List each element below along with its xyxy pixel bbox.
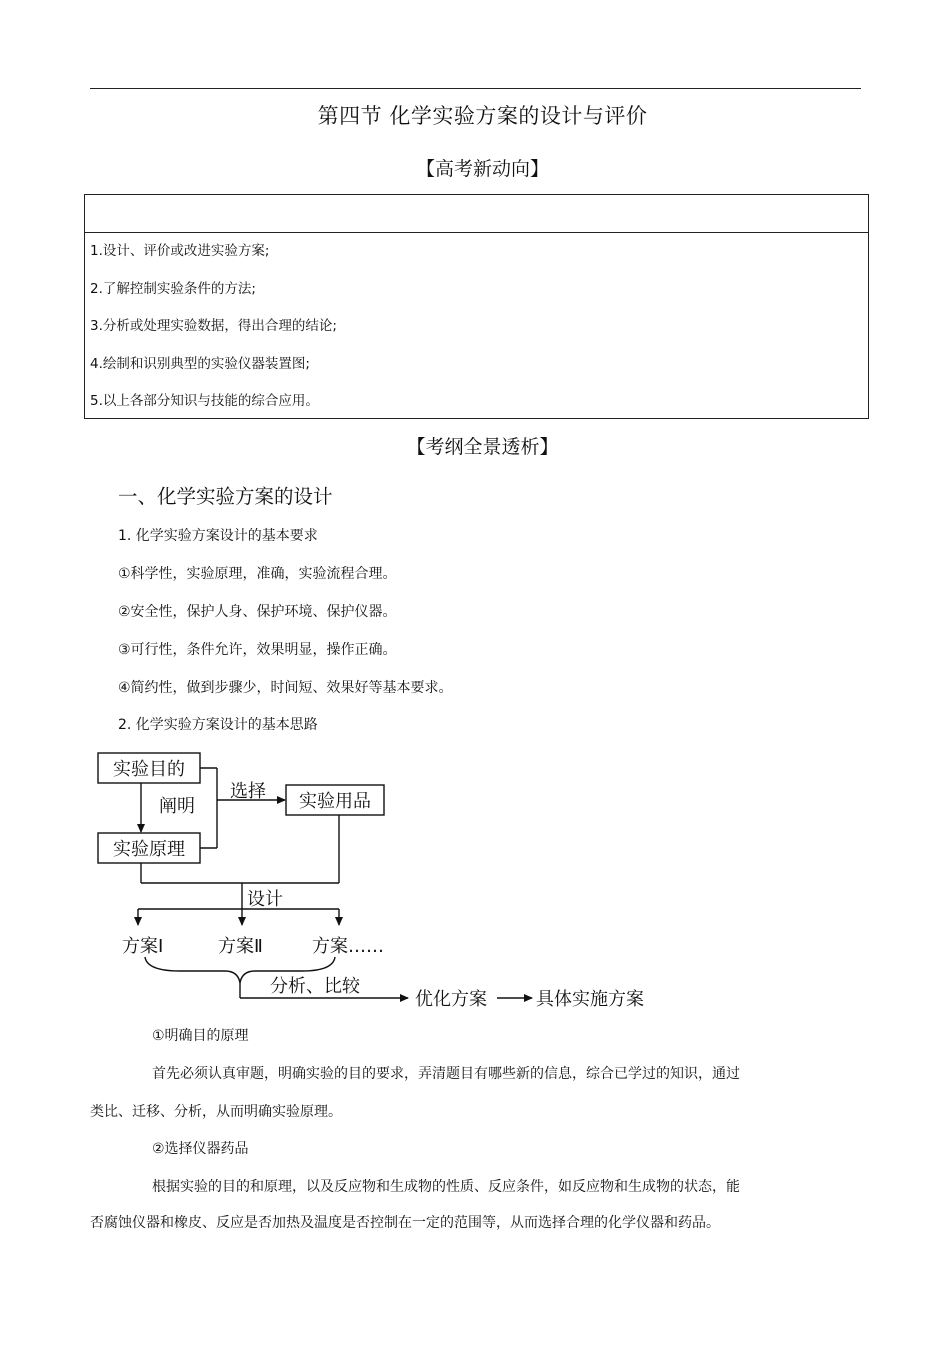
step-2-line-1: 根据实验的目的和原理，以及反应物和生成物的性质、反应条件，如反应物和生成物的状态，能 <box>152 1179 740 1195</box>
requirement-item: ②安全性，保护人身、保护环境、保护仪器。 <box>118 604 397 620</box>
subheading-approach: 2. 化学实验方案设计的基本思路 <box>118 717 318 733</box>
optimize-label: 优化方案 <box>415 989 487 1010</box>
step-1-line-2: 类比、迁移、分析，从而明确实验原理。 <box>90 1104 342 1120</box>
trend-item: 2.了解控制实验条件的方法; <box>90 280 256 297</box>
analyze-label: 分析、比较 <box>270 976 360 997</box>
section-trends-heading: 【高考新动向】 <box>415 158 549 180</box>
requirement-item: ④简约性，做到步骤少，时间短、效果好等基本要求。 <box>118 680 453 696</box>
design-label: 设计 <box>247 889 283 910</box>
section-overview-heading: 【考纲全景透析】 <box>406 436 559 458</box>
plan-more-label: 方案…… <box>312 936 384 957</box>
choose-label: 选择 <box>230 781 266 802</box>
step-1-line-1: 首先必须认真审题，明确实验的目的要求，弄清题目有哪些新的信息，综合已学过的知识，通过 <box>152 1066 740 1082</box>
plan-1-label: 方案Ⅰ <box>122 936 164 957</box>
requirement-item: ①科学性，实验原理，准确，实验流程合理。 <box>118 566 397 582</box>
trend-item: 3.分析或处理实验数据，得出合理的结论; <box>90 318 337 334</box>
heading-design: 一、化学实验方案的设计 <box>118 485 333 508</box>
page-title: 第四节 化学实验方案的设计与评价 <box>317 104 648 128</box>
step-1-title: ①明确目的原理 <box>152 1028 249 1044</box>
step-2-line-2: 否腐蚀仪器和橡皮、反应是否加热及温度是否控制在一定的范围等，从而选择合理的化学仪器和药品。 <box>90 1215 720 1231</box>
trend-item: 1.设计、评价或改进实验方案; <box>90 243 270 259</box>
supplies-label: 实验用品 <box>299 791 371 812</box>
clarify-label: 阐明 <box>159 796 195 817</box>
requirement-item: ③可行性，条件允许，效果明显，操作正确。 <box>118 642 397 658</box>
trends-table-header <box>85 195 868 233</box>
design-flowchart <box>90 745 670 1020</box>
implement-label: 具体实施方案 <box>536 989 644 1010</box>
step-2-title: ②选择仪器药品 <box>152 1141 249 1157</box>
trend-item: 5.以上各部分知识与技能的综合应用。 <box>90 393 319 409</box>
plan-2-label: 方案Ⅱ <box>218 936 263 957</box>
subheading-requirements: 1. 化学实验方案设计的基本要求 <box>118 528 318 544</box>
trend-item: 4.绘制和识别典型的实验仪器装置图; <box>90 355 310 372</box>
purpose-label: 实验目的 <box>113 759 185 780</box>
header-rule <box>90 88 861 89</box>
principle-label: 实验原理 <box>113 839 185 860</box>
trends-table <box>84 194 869 419</box>
